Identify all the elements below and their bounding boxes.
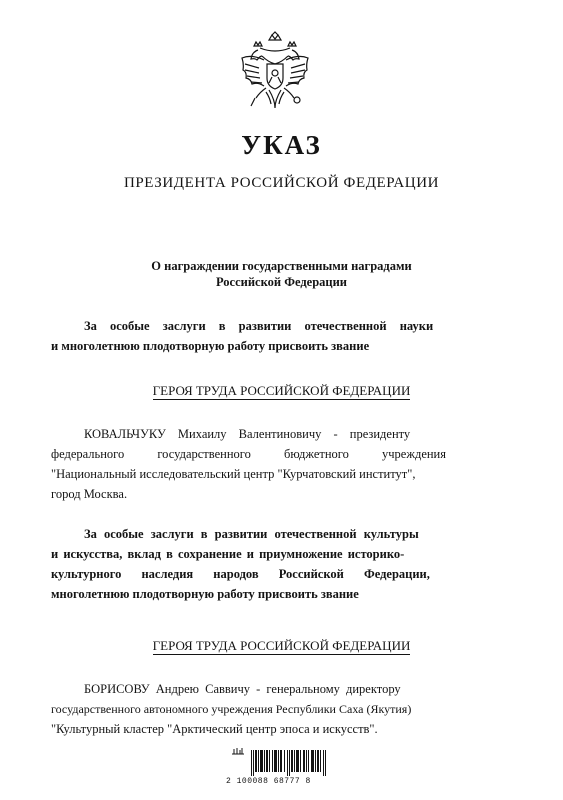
barcode-number: 2 100088 68777 8 xyxy=(226,777,311,786)
section-1-intro-cont xyxy=(51,336,512,356)
recipient-line: "Культурный кластер "Арктический центр эпоса и искусств". xyxy=(51,722,378,736)
recipient-line: город Москва. xyxy=(51,487,128,501)
decree-heading xyxy=(0,258,563,290)
award-title-2 xyxy=(0,638,563,654)
award-name: ГЕРОЯ ТРУДА РОССИЙСКОЙ ФЕДЕРАЦИИ xyxy=(152,383,411,398)
intro-line: культурного наследия народов Российской Федерации, xyxy=(51,567,430,581)
recipient-line: федерального государственного бюджетного учреждения xyxy=(51,447,446,461)
section-2-recipient xyxy=(84,679,512,699)
intro-line: и многолетнюю плодотворную работу присвоить звание xyxy=(51,339,370,353)
section-1-recipient-cont xyxy=(51,444,512,504)
intro-line: и искусства, вклад в сохранение и приумножение историко- xyxy=(51,547,405,561)
award-title-1 xyxy=(0,383,563,399)
section-2-intro-cont xyxy=(51,544,512,604)
recipient-line: государственного автономного учреждения Республики Саха (Якутия) xyxy=(51,702,412,716)
heading-line: Российской Федерации xyxy=(215,275,348,289)
state-emblem-icon xyxy=(236,30,314,112)
section-1-recipient xyxy=(84,424,512,444)
registration-mark-icon xyxy=(231,747,245,755)
recipient-line: БОРИСОВУ Андрею Саввичу - генеральному директору xyxy=(84,682,401,696)
section-2-recipient-cont xyxy=(51,699,512,739)
heading-line: О награждении государственными наградами xyxy=(151,259,412,273)
document-title: УКАЗ xyxy=(241,130,322,160)
intro-line: За особые заслуги в развитии отечественной культуры xyxy=(84,527,419,541)
intro-text: За особые заслуги в развитии отечественной науки xyxy=(84,319,434,333)
document-subtitle: ПРЕЗИДЕНТА РОССИЙСКОЙ ФЕДЕРАЦИИ xyxy=(123,175,440,191)
recipient-line: КОВАЛЬЧУКУ Михаилу Валентиновичу - президенту xyxy=(84,427,411,441)
intro-line xyxy=(84,316,512,336)
award-name: ГЕРОЯ ТРУДА РОССИЙСКОЙ ФЕДЕРАЦИИ xyxy=(152,638,411,653)
intro-line: многолетнюю плодотворную работу присвоить звание xyxy=(51,587,359,601)
section-2-intro xyxy=(84,524,512,544)
section-1-intro xyxy=(84,316,512,336)
recipient-line: "Национальный исследовательский центр "Курчатовский институт", xyxy=(51,467,416,481)
barcode-icon xyxy=(251,750,327,776)
